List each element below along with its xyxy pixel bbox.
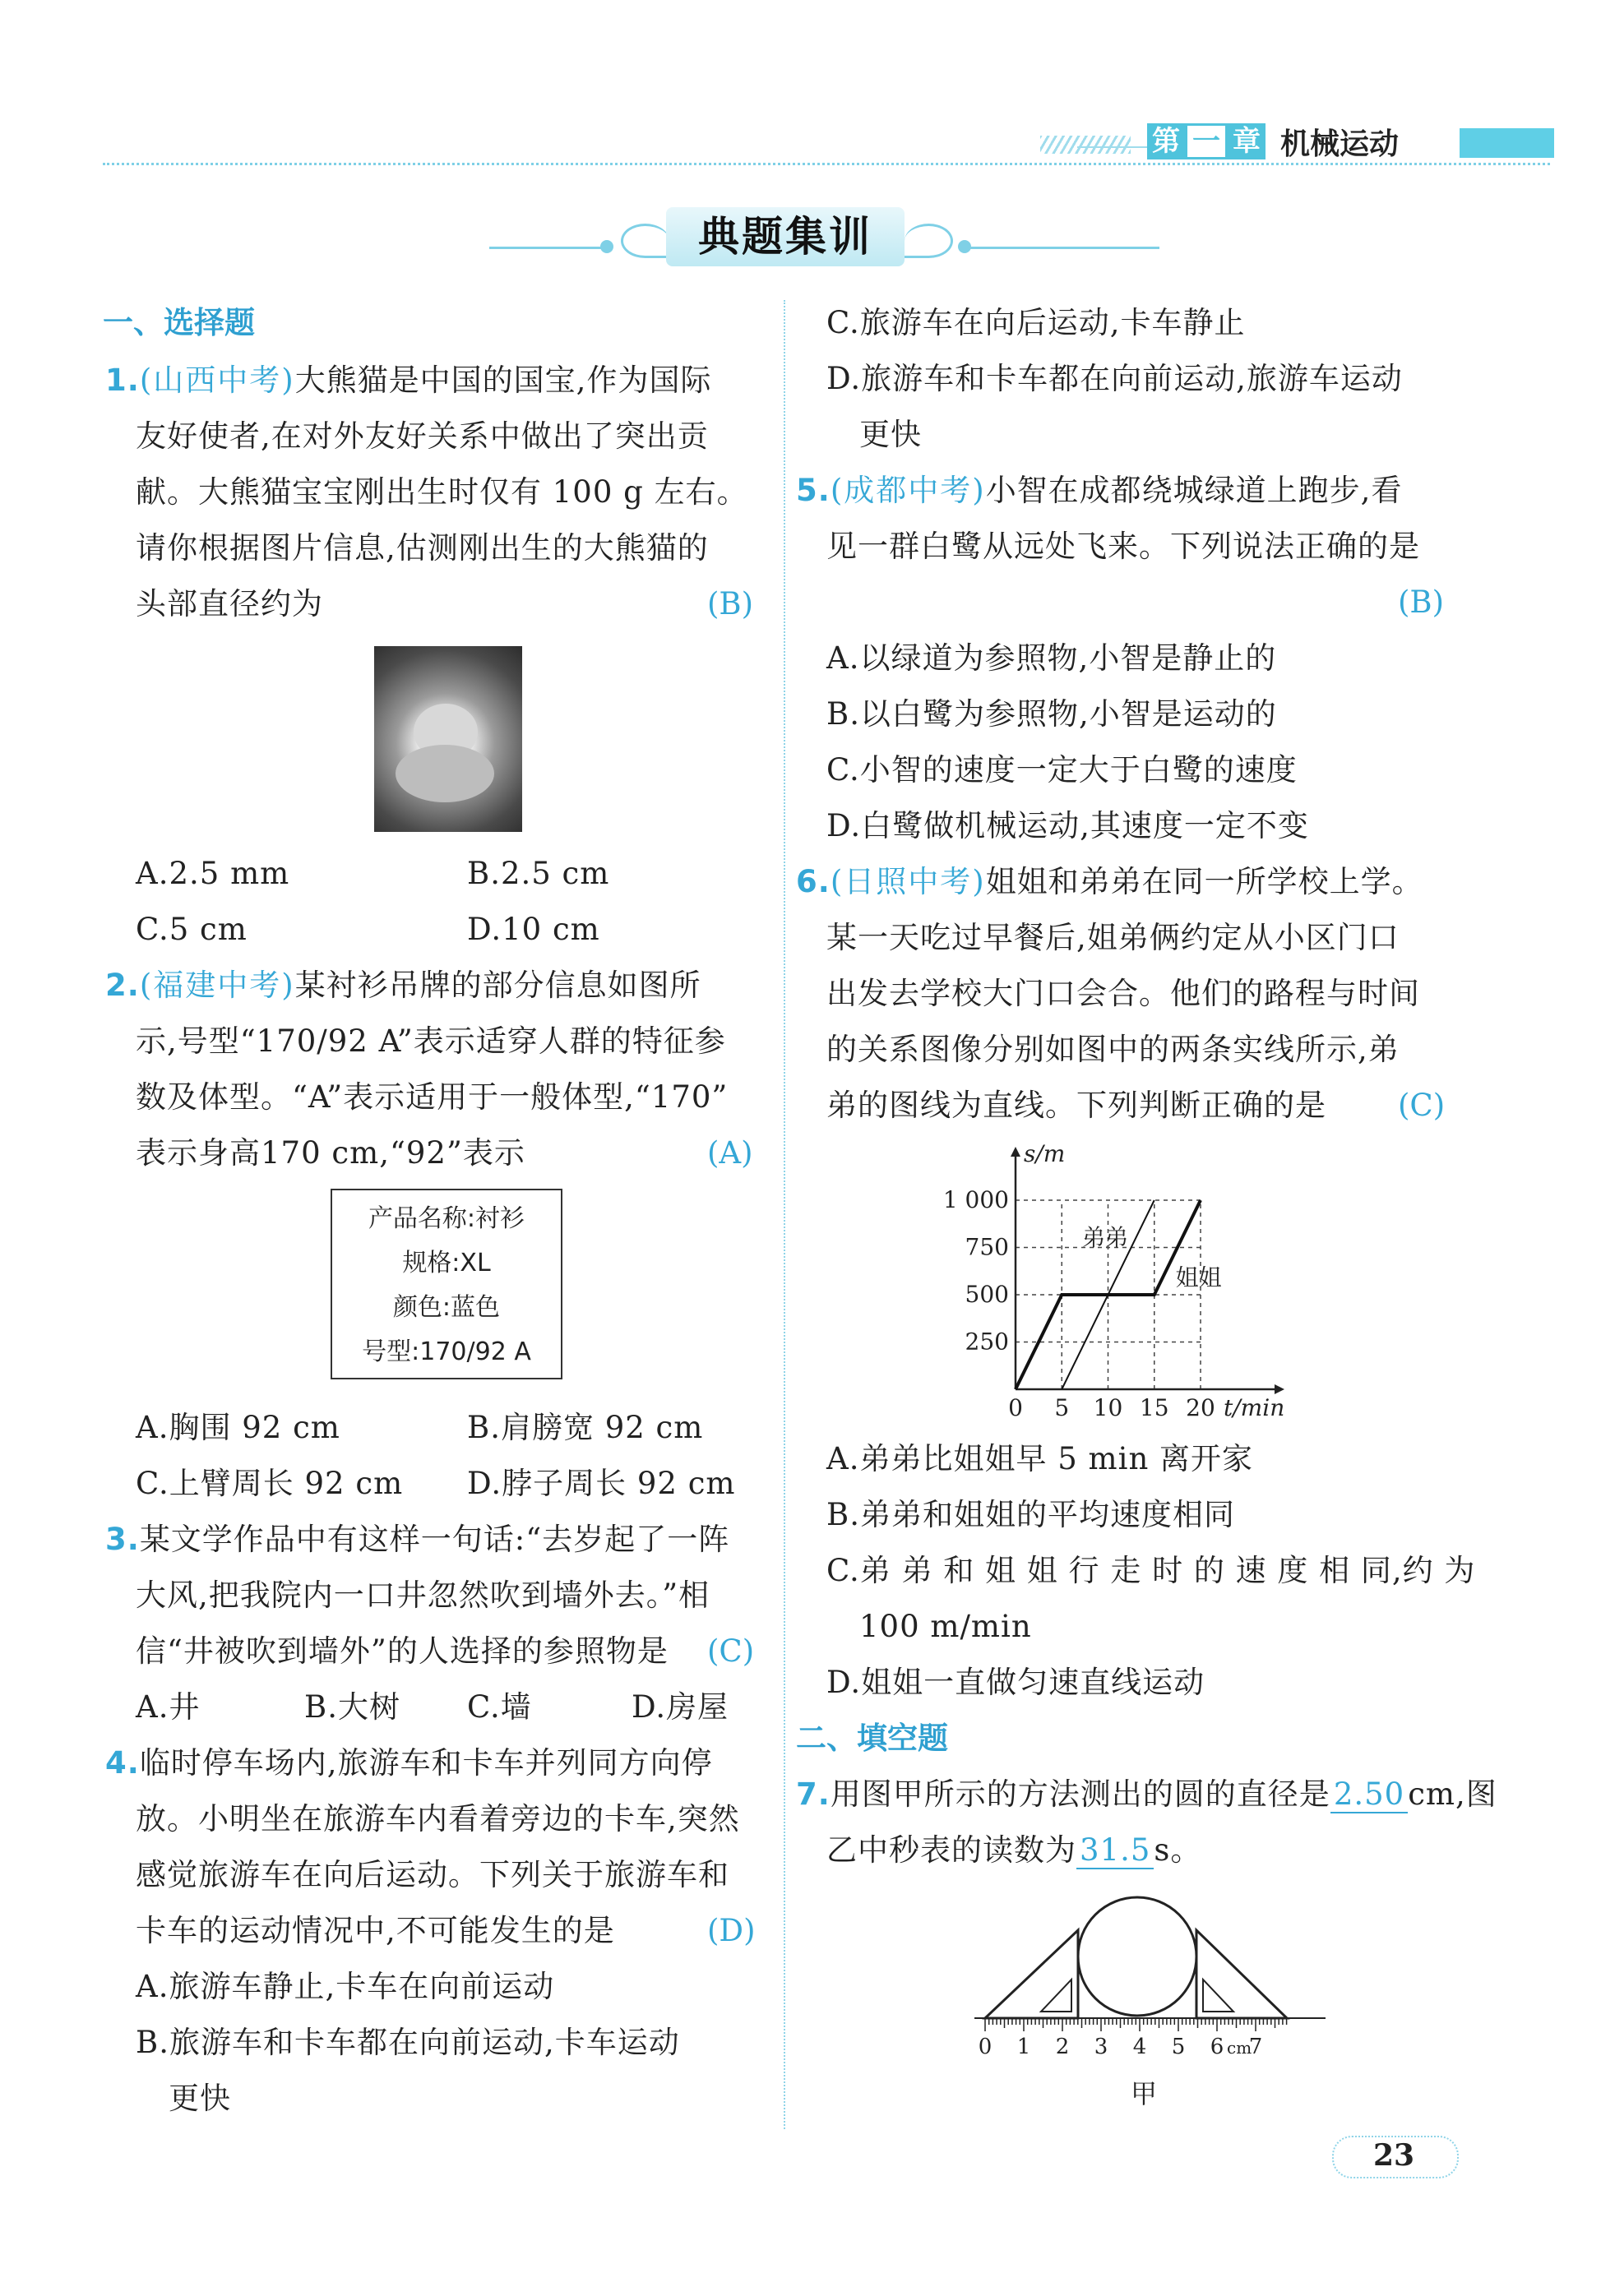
q7-blank-1: 2.50 (1330, 1776, 1408, 1813)
banner-left-dot (600, 240, 613, 253)
q1-line4: 请你根据图片信息,估测刚出生的大熊猫的 (136, 530, 709, 566)
right-triangle-inner (1203, 1980, 1233, 2012)
q5-option-b: B.以白鹭为参照物,小智是运动的 (826, 696, 1277, 732)
header-dotted-line (103, 163, 1550, 165)
x-axis-arrow (1275, 1384, 1284, 1394)
panda-body (396, 745, 494, 802)
q6-line4: 的关系图像分别如图中的两条实线所示,弟 (826, 1032, 1400, 1067)
q3-option-d: D.房屋 (632, 1689, 729, 1725)
ruler-label: 5 (1171, 2035, 1186, 2059)
ruler-label: 7 (1248, 2035, 1263, 2059)
header-bar (1460, 128, 1554, 158)
q6-answer: (C) (1398, 1088, 1446, 1123)
q1-option-c: C.5 cm (136, 912, 248, 947)
shirt-tag-line-2: 规格:XL (402, 1249, 491, 1277)
q5-option-a: A.以绿道为参照物,小智是静止的 (826, 640, 1277, 676)
y-tick-label: 1 000 (942, 1186, 1009, 1213)
q6-option-d: D.姐姐一直做匀速直线运动 (826, 1665, 1205, 1700)
header-line-decor (1077, 146, 1151, 148)
x-tick-label: 10 (1093, 1394, 1123, 1421)
q2-line3: 数及体型。“A”表示适用于一般体型,“170” (136, 1079, 729, 1115)
q3-option-a: A.井 (136, 1689, 201, 1725)
x-tick-label: 5 (1054, 1394, 1070, 1421)
q5-option-c: C.小智的速度一定大于白鹭的速度 (826, 752, 1298, 788)
shirt-tag-line-3: 颜色:蓝色 (392, 1293, 501, 1322)
q4-option-b-1: B.旅游车和卡车都在向前运动,卡车运动 (136, 2025, 680, 2060)
q2-line1 (105, 965, 701, 1006)
q4-number: 4. (105, 1745, 140, 1781)
ruler-label: 6 (1210, 2035, 1224, 2059)
q4-option-d-1: D.旅游车和卡车都在向前运动,旅游车运动 (826, 361, 1403, 396)
shirt-tag-line-4: 号型:170/92 A (362, 1337, 531, 1366)
ruler-label: 3 (1094, 2035, 1108, 2059)
q2-option-d: D.脖子周长 92 cm (467, 1466, 736, 1501)
q6-source: (日照中考) (830, 864, 986, 899)
q2-answer: (A) (707, 1135, 753, 1171)
banner-left-line (489, 247, 613, 249)
q2-text-1: 某衬衫吊牌的部分信息如图所 (294, 968, 701, 1003)
q1-text-1: 大熊猫是中国的国宝,作为国际 (294, 363, 712, 398)
q6-option-b: B.弟弟和姐姐的平均速度相同 (826, 1497, 1235, 1532)
q2-option-a: A.胸围 92 cm (136, 1410, 340, 1445)
section-title-choice: 一、选择题 (103, 305, 255, 340)
s-t-chart (937, 1139, 1324, 1422)
shirt-tag-line-1: 产品名称:衬衫 (368, 1204, 525, 1233)
y-tick-label: 250 (965, 1328, 1009, 1356)
q3-text-1: 某文学作品中有这样一句话:“去岁起了一阵 (139, 1522, 730, 1557)
ruler-label: 0 (978, 2035, 993, 2059)
chapter-char-3: 章 (1228, 123, 1266, 159)
ruler-label: 2 (1055, 2035, 1070, 2059)
q1-number: 1. (105, 363, 140, 398)
x-tick-label: 15 (1139, 1394, 1169, 1421)
q4-line4: 卡车的运动情况中,不可能发生的是 (136, 1913, 615, 1948)
q3-option-c: C.墙 (467, 1689, 532, 1725)
x-axis-label: t/min (1224, 1394, 1285, 1421)
series-label-didi: 弟弟 (1082, 1224, 1129, 1252)
q4-option-b-2: 更快 (169, 2081, 231, 2116)
panda-photo (374, 646, 522, 832)
q4-answer: (D) (707, 1913, 756, 1948)
left-triangle-ruler (985, 1930, 1078, 2018)
ruler-label: 1 (1016, 2035, 1031, 2059)
q7-text-line2: 乙中秒表的读数为 (826, 1832, 1076, 1868)
q1-line2: 友好使者,在对外友好关系中做出了突出贡 (136, 418, 709, 454)
q2-option-b: B.肩膀宽 92 cm (467, 1410, 704, 1445)
q3-option-b: B.大树 (304, 1689, 400, 1725)
page-number: 23 (1372, 2138, 1415, 2173)
q4-line1 (105, 1743, 713, 1784)
q1-option-b: B.2.5 cm (467, 856, 610, 891)
q4-option-a: A.旅游车静止,卡车在向前运动 (136, 1969, 555, 2004)
left-triangle-inner (1041, 1980, 1071, 2012)
y-axis-arrow (1011, 1147, 1020, 1157)
q2-source: (福建中考) (139, 968, 295, 1003)
header-stripes (1040, 136, 1131, 154)
q2-line4: 表示身高170 cm,“92”表示 (136, 1135, 525, 1171)
column-divider (784, 300, 785, 2129)
q1-line5: 头部直径约为 (136, 586, 323, 621)
q4-option-d-2: 更快 (859, 417, 922, 452)
q1-line3: 献。大熊猫宝宝刚出生时仅有 100 g 左右。 (136, 474, 748, 510)
banner-right-dot (958, 240, 971, 253)
q3-line3: 信“井被吹到墙外”的人选择的参照物是 (136, 1633, 669, 1669)
chapter-char-2: 一 (1185, 123, 1228, 159)
q3-line1 (105, 1519, 729, 1560)
banner-left-swirl (621, 224, 669, 258)
ruler-unit: cm (1227, 2038, 1252, 2058)
q1-option-d: D.10 cm (467, 912, 600, 947)
q4-text-1: 临时停车场内,旅游车和卡车并列同方向停 (139, 1745, 713, 1781)
q6-line5: 弟的图线为直线。下列判断正确的是 (826, 1088, 1326, 1123)
q1-line1 (105, 360, 711, 401)
y-tick-label: 750 (965, 1233, 1009, 1261)
q5-line2: 见一群白鹭从远处飞来。下列说法正确的是 (826, 529, 1420, 564)
q5-number: 5. (796, 473, 831, 508)
right-triangle-ruler (1196, 1930, 1287, 2018)
q5-text-1: 小智在成都绕城绿道上跑步,看 (985, 473, 1403, 508)
q5-source: (成都中考) (830, 473, 986, 508)
q6-line2: 某一天吃过早餐后,姐弟俩约定从小区门口 (826, 920, 1400, 955)
banner-title: 典题集训 (698, 213, 872, 261)
q1-answer: (B) (707, 586, 754, 621)
q1-source: (山西中考) (139, 363, 295, 398)
section-title-fill: 二、填空题 (796, 1721, 948, 1756)
q6-option-a: A.弟弟比姐姐早 5 min 离开家 (826, 1441, 1254, 1476)
banner-right-swirl (905, 224, 953, 258)
q5-answer: (B) (1398, 584, 1445, 620)
banner-right-line (970, 247, 1159, 249)
q1-option-a: A.2.5 mm (136, 856, 290, 891)
ruler-figure (970, 1883, 1332, 2067)
q4-line3: 感觉旅游车在向后运动。下列关于旅游车和 (136, 1857, 729, 1892)
figure-label-jia: 甲 (1131, 2078, 1158, 2109)
q7-blank-2: 31.5 (1076, 1832, 1154, 1869)
q3-number: 3. (105, 1522, 140, 1557)
ruler-label: 4 (1132, 2035, 1147, 2059)
q7-text-pre: 用图甲所示的方法测出的圆的直径是 (830, 1776, 1330, 1812)
q5-line1 (796, 470, 1402, 511)
q6-number: 6. (796, 864, 831, 899)
q7-line2 (826, 1830, 1201, 1871)
q7-number: 7. (796, 1776, 831, 1812)
chapter-tag (1147, 123, 1399, 159)
q6-text-1: 姐姐和弟弟在同一所学校上学。 (985, 864, 1423, 899)
x-tick-label: 20 (1186, 1394, 1215, 1421)
q7-line1 (796, 1774, 1497, 1815)
q7-text-post: s。 (1154, 1832, 1202, 1868)
q4-option-c: C.旅游车在向后运动,卡车静止 (826, 305, 1246, 340)
q4-line2: 放。小明坐在旅游车内看着旁边的卡车,突然 (136, 1801, 740, 1836)
q2-option-c: C.上臂周长 92 cm (136, 1466, 404, 1501)
q3-answer: (C) (707, 1633, 755, 1669)
x-tick-label: 0 (1008, 1394, 1023, 1421)
series-label-jiejie: 姐姐 (1175, 1263, 1222, 1291)
y-axis-label: s/m (1024, 1140, 1066, 1167)
q2-number: 2. (105, 968, 140, 1003)
measured-circle (1078, 1897, 1196, 2016)
q6-option-c-2: 100 m/min (859, 1609, 1032, 1644)
q6-line1 (796, 862, 1423, 903)
chapter-title: 机械运动 (1280, 127, 1400, 161)
q3-line2: 大风,把我院内一口井忽然吹到墙外去。”相 (136, 1578, 710, 1613)
q6-line3: 出发去学校大门口会合。他们的路程与时间 (826, 976, 1420, 1011)
y-tick-label: 500 (965, 1281, 1009, 1308)
q7-text-mid: cm,图 (1408, 1776, 1497, 1812)
q2-line2: 示,号型“170/92 A”表示适穿人群的特征参 (136, 1023, 726, 1059)
q5-option-d: D.白鹭做机械运动,其速度一定不变 (826, 808, 1309, 843)
chapter-char-1: 第 (1147, 123, 1185, 159)
q6-option-c-1: C.弟 弟 和 姐 姐 行 走 时 的 速 度 相 同,约 为 (826, 1553, 1476, 1588)
